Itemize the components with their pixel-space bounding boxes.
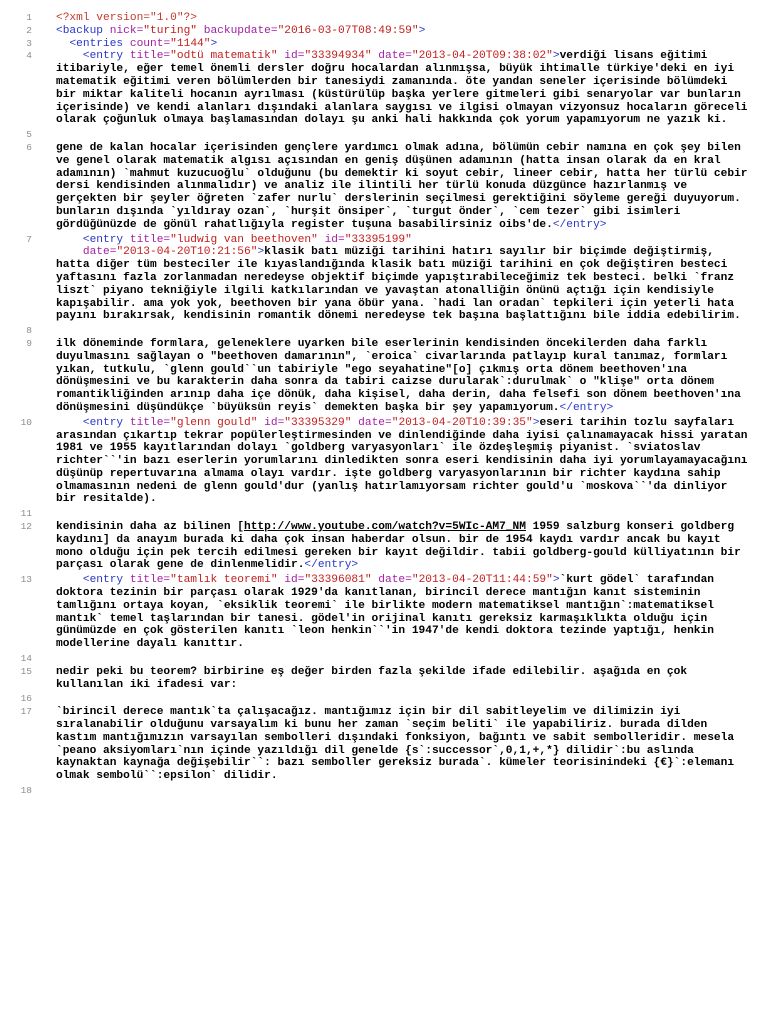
entry-text: kendisinin daha az bilinen [ [56, 521, 244, 534]
entry-text: `kurt gödel` tarafından doktora tezinin bir parçası olarak 1929'da kanıtlanan, birincil derece mantığın kanıt sisteminin tamlığını ortaya koyan, `eksiklik teoremi` ile birlikte modern matematiksel mantığın`:matematiksel mantık` temel taşlarından bir tanesi. gödel'in orijinal kanıtı gereksiz karmaşıklıkta olduğu için günümüzde en çok gösterilen kanıtı `leon henkin``'in 1947'de kendi doktora tezinde yaptığı, henkin modellerine dayalı kanıttır. [56, 574, 721, 651]
entry-text: gene de kalan hocalar içerisinden gençlere yardımcı olmak adına, bölümün cebir namına en çok şey bilen ve genel olarak matematik algısı açısından en geniş düşünen adamının (hatta insan olarak da en kral adamının) `mahmut kuzucuoğlu` olduğunu (bu demektir ki soyut cebir, lineer cebir, hatta her türlü cebir dersi kendisinden alınmalıdır) ve analiz ile ilintili her türlü konuda düzgünce hazırlanmış ve gerçekten bir şeyler öğreten `zafer nurlu` derslerinin seçilmesi gerektiğini söyleme gereği duyuyorum. bunların dışında `yıldıray ozan`, `hurşit önsiper`, `turgut önder`, `cem tezer` gibi isimleri gördüğünüzde de gönül rahatlığıyla register tuşuna basabilirsiniz oibs'de. [56, 141, 755, 231]
code-line [0, 12, 768, 25]
line-number: 11 [20, 508, 32, 520]
line-number: 1 [26, 12, 32, 23]
line-number: 8 [26, 325, 32, 337]
code-line [0, 38, 768, 51]
code-line [0, 508, 768, 521]
attr-value: "turing" [143, 24, 198, 37]
entry-id: "33395199" [344, 233, 412, 246]
entry-end-tag: </entry> [559, 401, 614, 414]
entry-title: "glenn gould" [170, 416, 258, 429]
code-line [0, 785, 768, 798]
entry-date: "2013-04-20T11:44:59" [411, 574, 553, 587]
line-number: 13 [20, 574, 32, 586]
line-number: 15 [20, 665, 32, 677]
attr-name: id= [277, 50, 305, 63]
attr-name: backupdate= [197, 24, 278, 37]
code-line [0, 521, 768, 572]
attr-name: id= [317, 233, 345, 246]
attr-name: date= [371, 574, 412, 587]
code-line [0, 325, 768, 338]
entry-tag: <entry [82, 233, 130, 246]
tag-close: > [418, 24, 426, 37]
entry-text: verdiği lisans eğitimi itibariyle, eğer temel önemli dersler doğru hocalardan alınmışsa, büyük ihtimalle türkiye'deki en iyi matematik eğitimi veren bölümlerden bir tanesiydi zamanında. öte yandan seneler içerisinde bölümdeki bir miktar kaliteli hocanın ayrılması (küstürülüp başka yerlere gitmeleri gibi senaryolar var bunların içerisinde) ve kendi alanları dışındaki alanlara saygısı ve ilgisi olmayan vizyonsuz hocaların göreceli olarak çoğunluk olmaya başlamasından dolayı şu anki hali hakkında çok yorum yapamıyorum ne yazık ki. [56, 50, 755, 127]
entry-text: ilk döneminde formlara, geleneklere uyarken bile eserlerinin kendisinden öncekilerden daha farklı duyulmasını sağlayan o "beethoven damarının", `eroica` civarlarında patlayıp kural tanımaz, formları yıkan, tutkulu, `glenn gould``un tabiriyle "ego seyahatine"[o] çıkmış orta dönem beethoven'ına dönüşmesini ve bu karakterin daha sonra da tabiri caizse durularak`:durulmak` o "klişe" orta dönem romantikliğinden arınıp daha içe dönük, daha kişisel, daha derin, daha felsefi son dönem beethoven'ına dönüşmesini düşündükçe `büyüksün reyis` demekten başka bir şey yapamıyorum. [56, 337, 748, 414]
entry-text: eseri tarihin tozlu sayfaları arasından çıkartıp tekrar popülerleştirmesinden ve dinlendiğinde daha iyisi çalınamayacak hissi yaratan 1981 ve 1955 kayıtlarından dolayı `goldberg varyasyonları` ile özdeşleşmiş piyanist. `sviatoslav richter``'in bazı eserlerin yorumlarını dinledikten sonra eseri kendisinin daha iyi yorumlayamayacağını düşünüp repertuvarına almama olayı vardır. işte goldberg varyasyonlarının bir richter kaydına sahip olmamasının nedeni de glenn gould'dur (yanlış hatırlamıyorsam richter gould'u `moskova``'da dinliyor bir resitalde). [56, 416, 755, 506]
line-number: 6 [26, 141, 32, 153]
entry-tag: <entry [82, 574, 130, 587]
entry-tag: <entry [82, 50, 130, 63]
attr-name: date= [351, 416, 392, 429]
youtube-link[interactable]: http://www.youtube.com/watch?v=5WIc-AM7_NM [243, 521, 526, 534]
tag-close: > [210, 37, 218, 50]
xml-declaration: <?xml version="1.0"?> [56, 12, 197, 24]
tag-close: > [257, 246, 265, 259]
code-line [0, 50, 768, 127]
backup-tag: <backup [56, 24, 110, 37]
entry-title: "ludwig van beethoven" [170, 233, 318, 246]
attr-name: title= [129, 50, 171, 63]
entry-id: "33394934" [304, 50, 372, 63]
entry-title: "tamlık teoremi" [170, 574, 278, 587]
tag-close: > [552, 574, 560, 587]
line-number: 14 [20, 653, 32, 665]
attr-name: id= [257, 416, 285, 429]
entry-date: "2013-04-20T10:39:35" [391, 416, 533, 429]
entry-text: 1959 salzburg konseri goldberg kaydını] da anayım burada ki daha çok insan haberdar olsun. bir de 1954 kaydı vardır ancak bu kayıt mono olduğu için pek tercih edilmesi gereken bir kayıt değildir. tabii goldberg-gould külliyatının bir parçası olarak gene de dinlenmelidir. [56, 521, 748, 572]
code-line [0, 693, 768, 706]
attr-value: "1144" [170, 37, 211, 50]
line-number: 2 [26, 24, 32, 36]
attr-name: title= [129, 233, 171, 246]
code-line [0, 666, 768, 692]
attr-name: date= [82, 246, 117, 259]
entry-id: "33396081" [304, 574, 372, 587]
entry-text: klasik batı müziği tarihini hatırı sayılır bir biçimde değiştirmiş, hatta diğer tüm besteciler ile kıyaslandığında klasik batı müziği tarihini en çok değiştiren besteci yaftasını fazla zorlanmadan neredeyse objektif biçimde yapıştırabileceğimiz tek besteci. belki `franz liszt` piyano tekniğiyle ilgili katkılarından ve yavaştan atonalliğin önünü açtığı için kendisiyle kapışabilir. ama yok yok, beethoven bir yana öbür yana. `hadi lan oradan` tepkileri için yeterli hata payını bırakırsak, kendisinin romantik dönemi neredeyse tek başına başlattığını bile iddia edebilirim. [56, 246, 741, 323]
code-line [0, 653, 768, 666]
code-line [0, 142, 768, 232]
entry-tag: <entry [82, 416, 130, 429]
attr-name: date= [371, 50, 412, 63]
line-number: 18 [20, 785, 32, 797]
entries-tag: <entries [69, 37, 130, 50]
line-number: 4 [26, 50, 32, 62]
code-line [0, 234, 768, 324]
line-number: 16 [20, 693, 32, 705]
entry-date: "2013-04-20T09:38:02" [411, 50, 553, 63]
line-number: 10 [20, 416, 32, 428]
entry-end-tag: </entry> [304, 559, 359, 572]
tag-close: > [532, 416, 540, 429]
line-number: 3 [26, 37, 32, 49]
attr-name: nick= [109, 24, 144, 37]
entry-date: "2013-04-20T10:21:56" [116, 246, 258, 259]
attr-name: title= [129, 416, 171, 429]
line-number: 5 [26, 129, 32, 141]
entry-text: nedir peki bu teorem? birbirine eş değer birden fazla şekilde ifade edilebilir. aşağıda en çok kullanılan iki ifadesi var: [56, 665, 694, 691]
code-line [0, 417, 768, 507]
attr-value: "2016-03-07T08:49:59" [277, 24, 419, 37]
code-line [0, 574, 768, 651]
line-number: 12 [20, 521, 32, 533]
tag-close: > [552, 50, 560, 63]
code-line [0, 129, 768, 142]
entry-end-tag: </entry> [552, 218, 607, 231]
attr-name: id= [277, 574, 305, 587]
attr-name: title= [129, 574, 171, 587]
line-number: 7 [26, 233, 32, 245]
line-number: 9 [26, 337, 32, 349]
attr-name: count= [129, 37, 171, 50]
code-line [0, 706, 768, 783]
line-number: 17 [20, 706, 32, 718]
code-line [0, 25, 768, 38]
entry-text: `birincil derece mantık`ta çalışacağız. mantığımız için bir dil sabitleyelim ve dilimizin iyi sıralanabilir olduğunu varsayalım ki bunu her zaman `seçim beliti` ile yapabiliriz. burada dilden kastım mantığımızın varsayılan sembolleri dışındaki fonksiyon, bağıntı ve sabit sembolleridir. mesela `peano aksiyomları`nın içinde yazıldığı dil genelde {s`:successor`,0,1,+,*} dilidir`:bu aslında kaynaktan kaynağa değişebilir``: bazı semboller gereksiz burada`. kümeler teorisinindeki {€}`:elemanı olmak sembolü``:epsilon` dilidir. [56, 706, 741, 783]
entry-id: "33395329" [284, 416, 352, 429]
entry-title: "odtü matematik" [170, 50, 278, 63]
code-line [0, 338, 768, 415]
